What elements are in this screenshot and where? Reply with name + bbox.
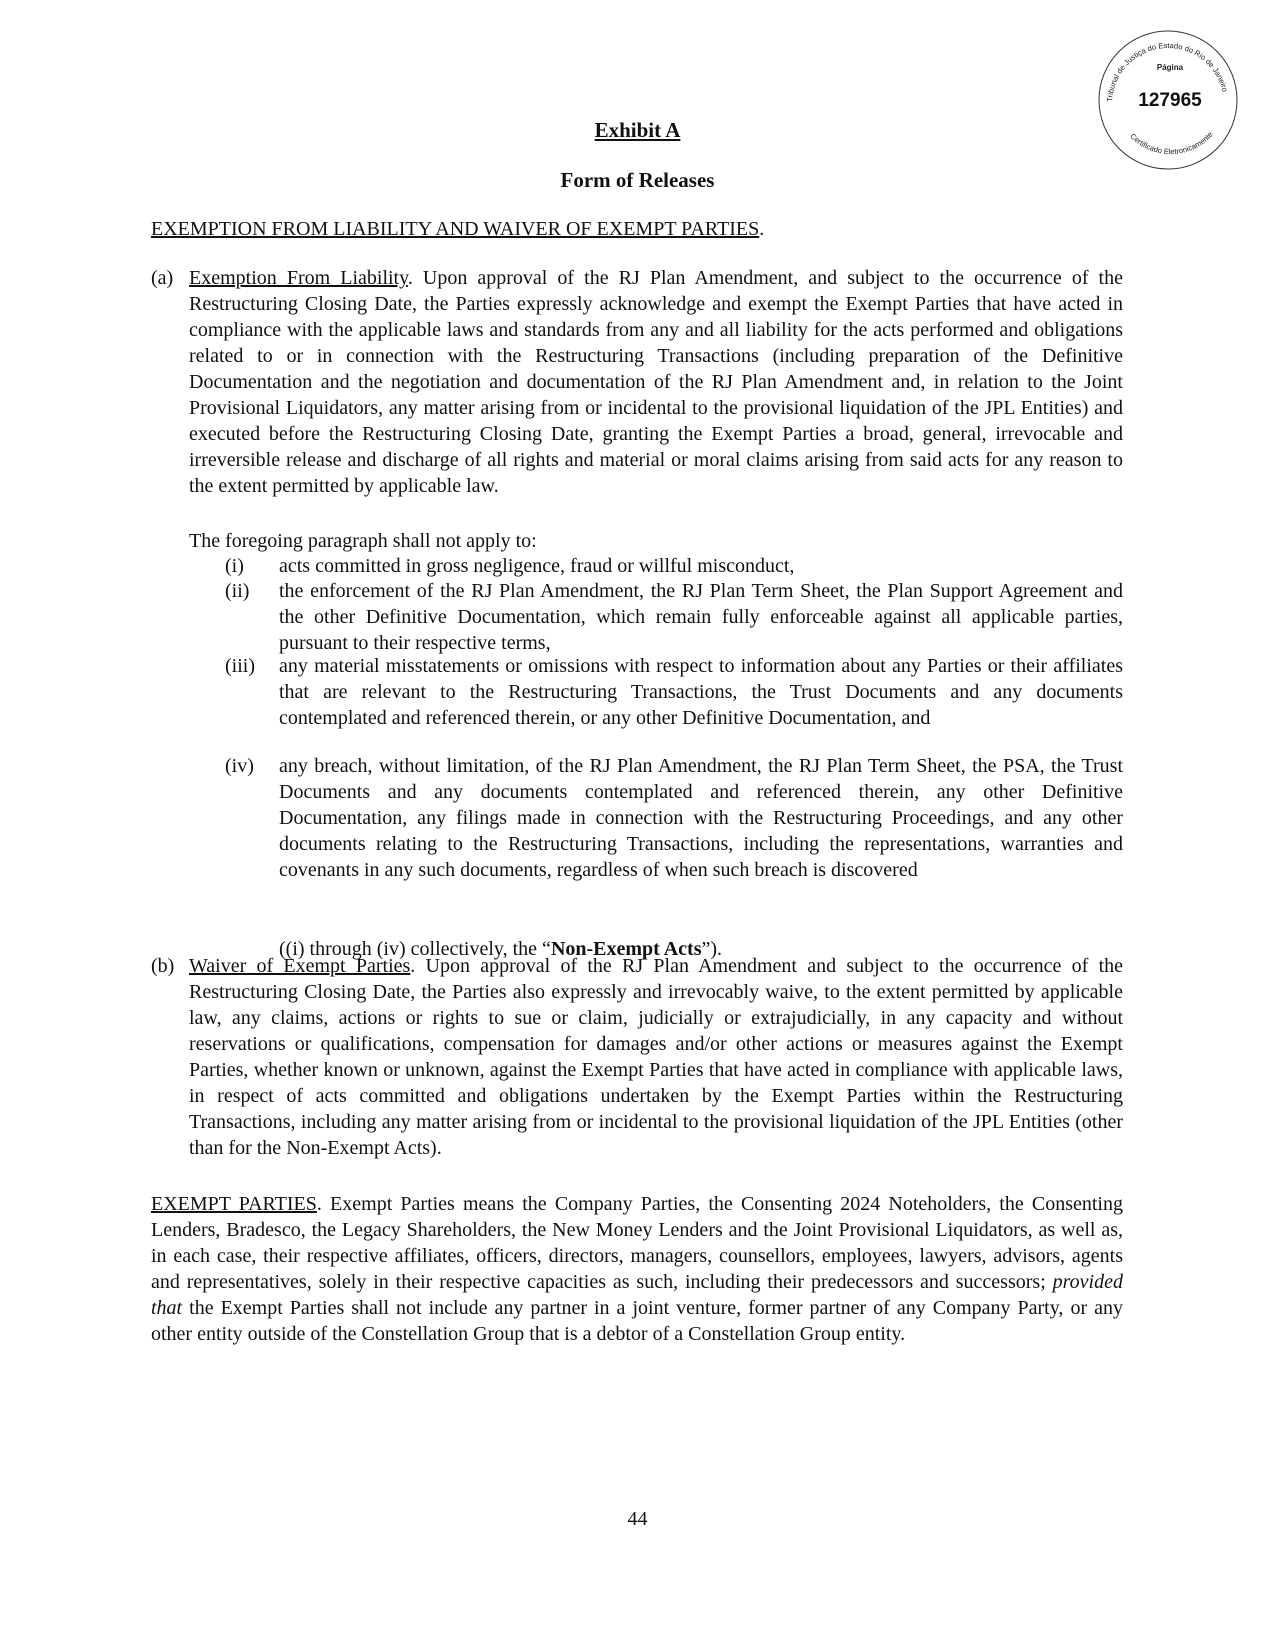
clause-a-body: Exemption From Liability. Upon approval of the RJ Plan Amendment, and subject to the occurrence of the Restructuring Closing Date, the Parties expressly acknowledge and exempt the Exempt Parties that have acted in compliance with the applicable laws and standards from any and all liability for the acts performed and obligations related to or in connection with the Restructuring Transactions (including preparation of the Definitive Documentation and the negotiation and documentation of the RJ Plan Amendment and, in relation to the Joint Provisional Liquidators, any matter arising from or incidental to the provisional liquidation of the JPL Entities) and executed before the Restructuring Closing Date, granting the Exempt Parties a broad, general, irrevocable and irreversible release and discharge of all rights and material or moral claims arising from said acts for any reason to the extent permitted by applicable law. (189, 267, 1123, 497)
seal-arc-bottom: Certificado Eletronicamente (1128, 129, 1215, 157)
exempt-parties-paragraph: EXEMPT PARTIES. Exempt Parties means the Company Parties, the Consenting 2024 Noteholders, the Consenting Lenders, Bradesco, the Legacy Shareholders, the New Money Lenders and the Joint Provisional Liquidators, as well as, in each case, their respective affiliates, officers, directors, managers, counsellors, employees, lawyers, advisors, agents and representatives, solely in their respective capacities as such, including their predecessors and successors; provided that the Exempt Parties shall not include any partner in a joint venture, former partner of any Company Party, or any other entity outside of the Constellation Group that is a debtor of a Constellation Group entity. (151, 1193, 1123, 1345)
exception-text: any breach, without limitation, of the RJ Plan Amendment, the RJ Plan Term Sheet, the PSA, the Trust Documents and any documents contemplated and referenced therein, any other Definitive Documentation, any filings made in connection with the Restructuring Proceedings, and any other documents relating to the Restructuring Transactions, including the representations, warranties and covenants in any such documents, regardless of when such breach is discovered (279, 755, 1123, 881)
exception-item (189, 553, 1123, 579)
exception-number: (ii) (225, 580, 250, 602)
clause-b-heading: Waiver of Exempt Parties (189, 955, 411, 977)
seal-graphic (1096, 28, 1240, 172)
exception-text: any material misstatements or omissions with respect to information about any Parties or their affiliates that are relevant to the Restructuring Transactions, the Trust Documents and any documents contemplated and referenced therein, or any other Definitive Documentation, and (279, 655, 1123, 729)
clause-b-label: (b) (151, 955, 175, 977)
exception-number: (iii) (225, 655, 255, 677)
exception-text: the enforcement of the RJ Plan Amendment, the RJ Plan Term Sheet, the Plan Support Agreement and the other Definitive Documentation, which remain fully enforceable against all applicable parties, pursuant to their respective terms, (279, 580, 1123, 654)
section-heading-text: EXEMPTION FROM LIABILITY AND WAIVER OF EXEMPT PARTIES (151, 218, 760, 240)
non-exempt-definition: ((i) through (iv) collectively, the “Non-Exempt Acts”). (279, 938, 723, 960)
section-heading: EXEMPTION FROM LIABILITY AND WAIVER OF EXEMPT PARTIES. (151, 218, 765, 240)
seal-arc-top: Tribunal de Justiça do Estado do Rio de Janeiro (1105, 40, 1230, 103)
clause-a-heading: Exemption From Liability (189, 267, 408, 289)
clause-a-label: (a) (151, 267, 174, 289)
court-seal-stamp (1096, 28, 1240, 172)
proviso-italic: provided that (151, 1271, 1123, 1319)
clause-b (151, 953, 1123, 1161)
exception-number: (iv) (225, 755, 254, 777)
exempt-parties-heading: EXEMPT PARTIES (151, 1193, 317, 1215)
exhibit-title: Exhibit A (594, 118, 681, 142)
clause-a (151, 265, 1123, 499)
exception-text: acts committed in gross negligence, fraud or willful misconduct, (279, 555, 795, 577)
form-title: Form of Releases (560, 168, 715, 192)
non-exempt-term: Non-Exempt Acts (550, 938, 702, 960)
seal-label: Página (1156, 63, 1184, 72)
seal-page-number: 127965 (1138, 90, 1202, 111)
exception-item (189, 653, 1123, 731)
page-number: 44 (627, 1508, 648, 1530)
exceptions-intro: The foregoing paragraph shall not apply to: (189, 530, 537, 552)
clause-b-body: Waiver of Exempt Parties. Upon approval of the RJ Plan Amendment and subject to the occurrence of the Restructuring Closing Date, the Parties also expressly and irrevocably waive, to the extent permitted by applicable law, any claims, actions or rights to sue or claim, judicially or extrajudicially, in any capacity and without reservations or qualifications, compensation for damages and/or other actions or measures against the Exempt Parties, whether known or unknown, against the Exempt Parties that have acted in compliance with applicable laws, in respect of acts committed and obligations undertaken by the Exempt Parties within the Restructuring Transactions, including any matter arising from or incidental to the provisional liquidation of the JPL Entities (other than for the Non-Exempt Acts). (189, 955, 1124, 1159)
exception-number: (i) (225, 555, 244, 577)
exception-item (189, 578, 1123, 656)
exception-item (189, 753, 1123, 883)
